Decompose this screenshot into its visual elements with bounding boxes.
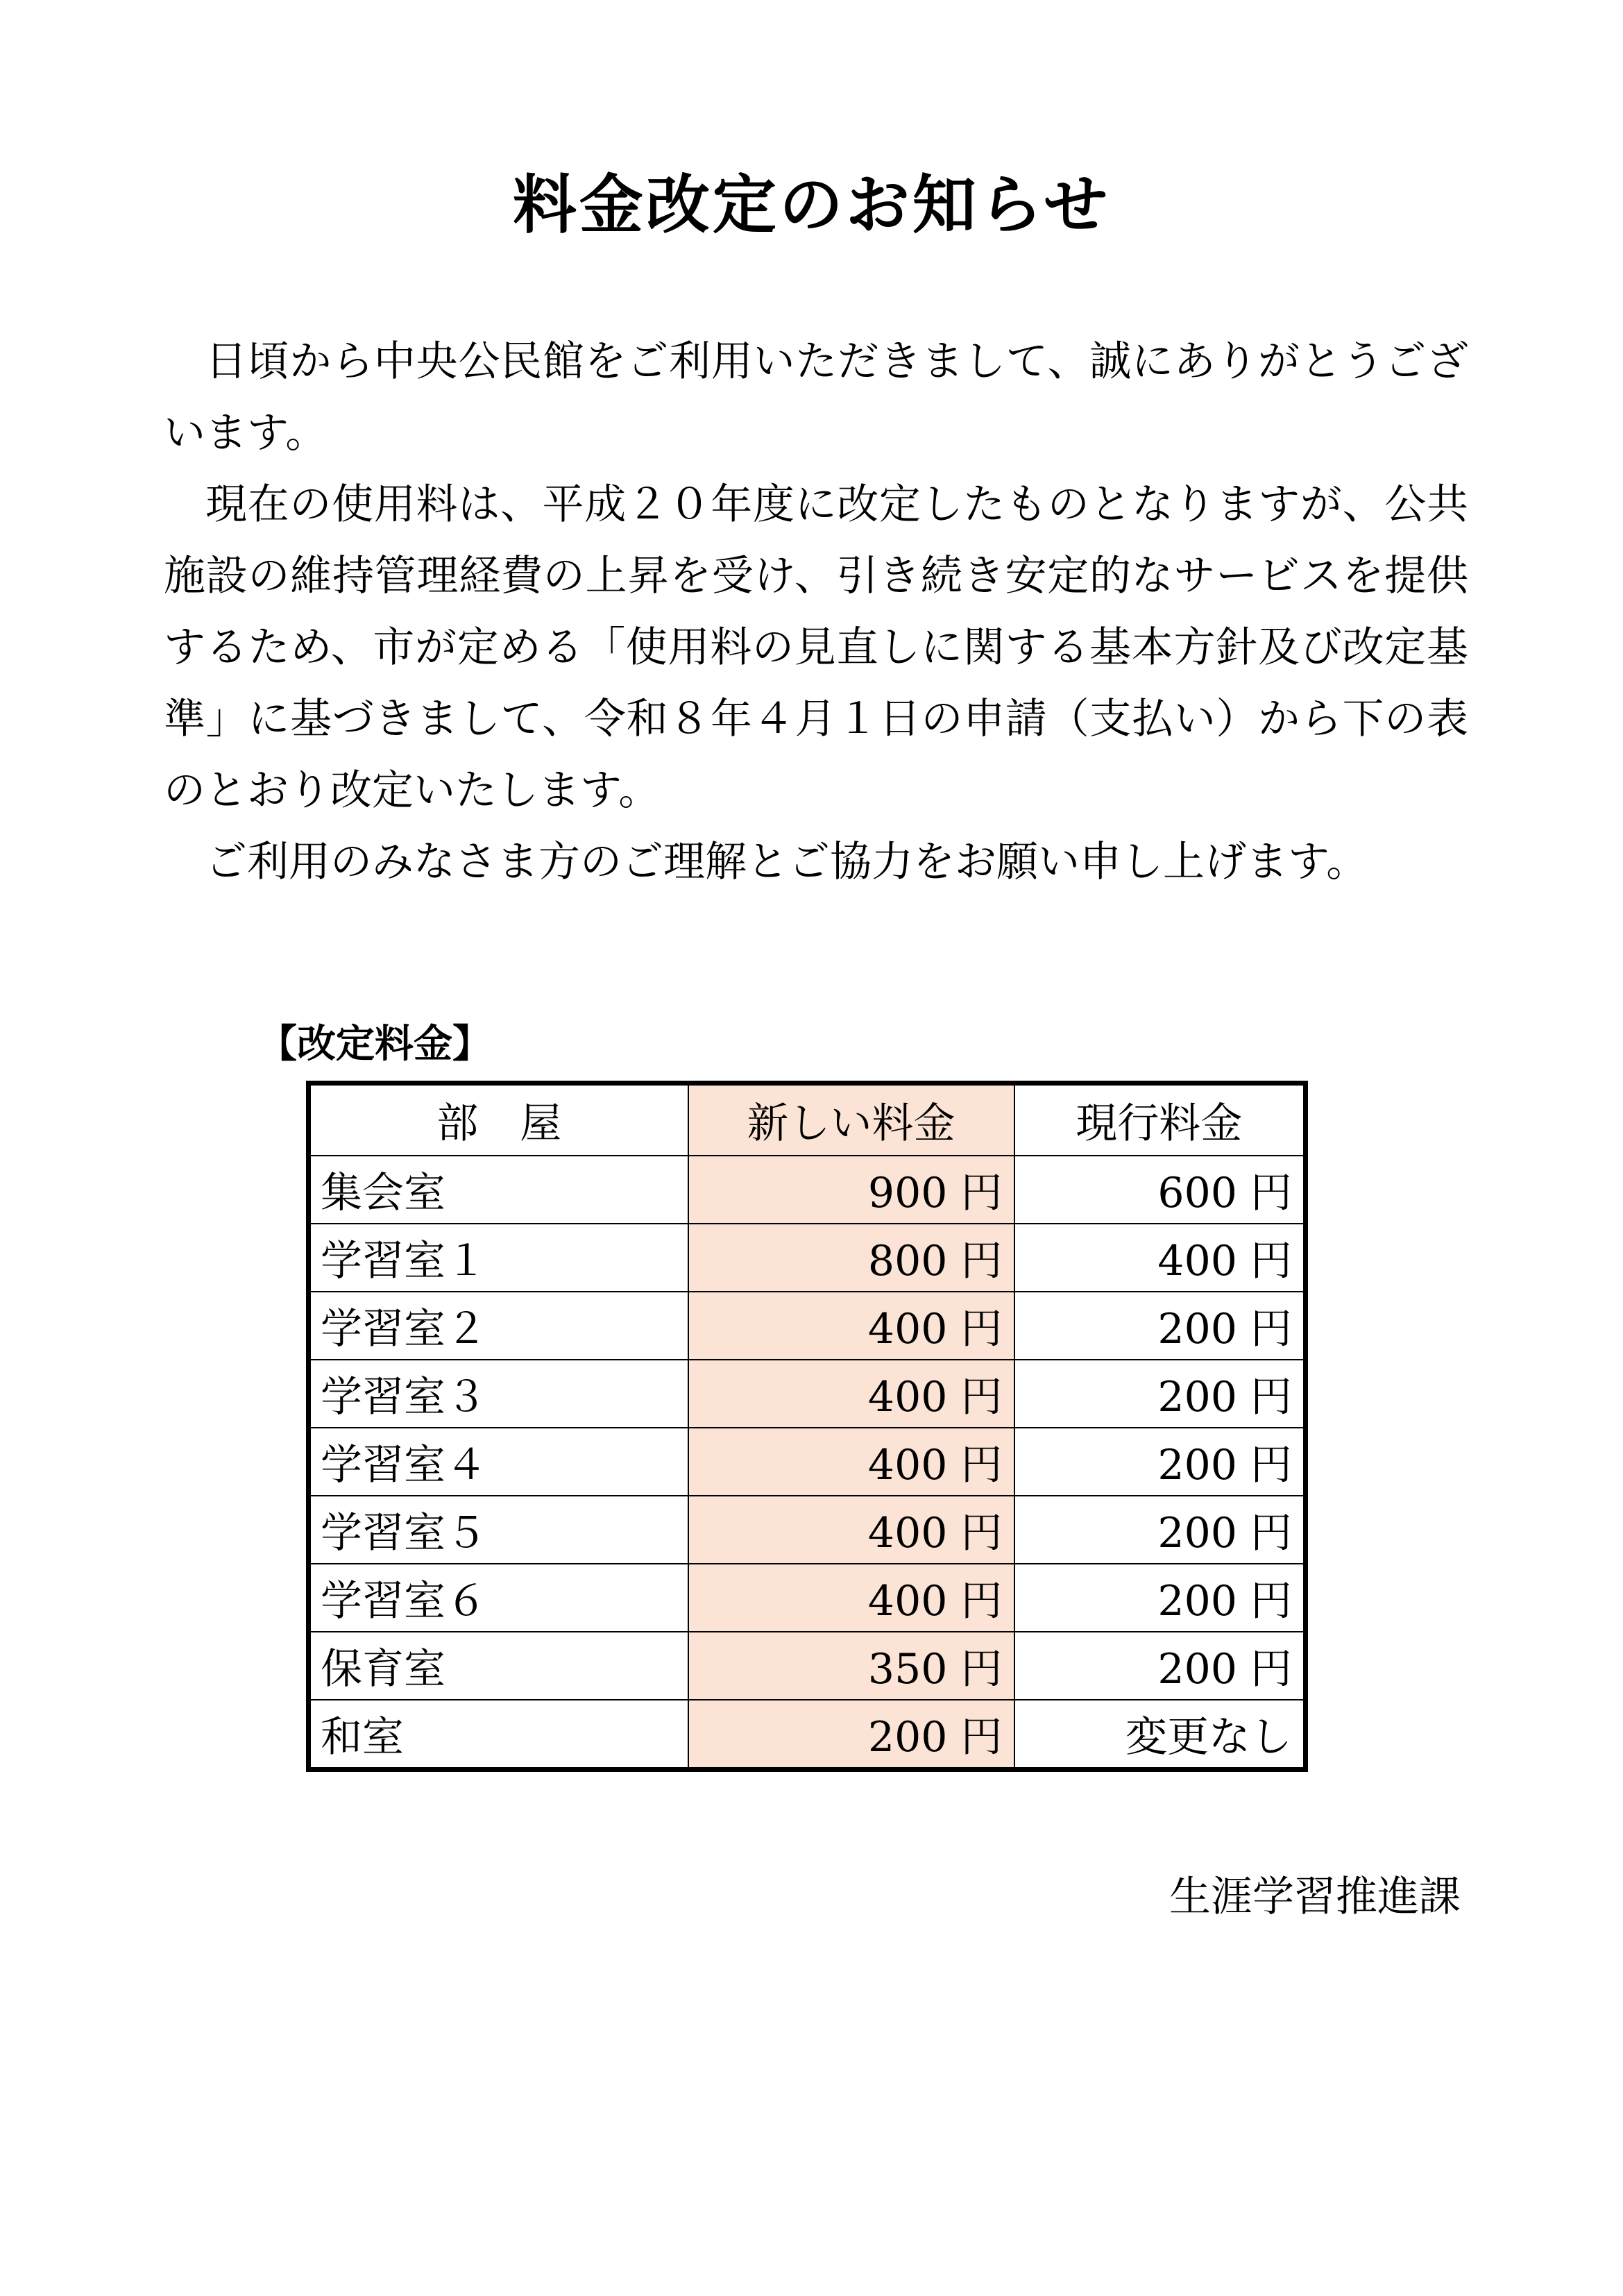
- current-fee: 200 円: [1014, 1496, 1306, 1564]
- new-fee: 200 円: [688, 1700, 1014, 1770]
- room-name: 集会室: [309, 1156, 688, 1224]
- table-heading: 【改定料金】: [258, 1022, 491, 1067]
- header-new-fee: 新しい料金: [688, 1083, 1014, 1156]
- table-row: [309, 1156, 1306, 1224]
- new-fee: 400 円: [688, 1428, 1014, 1496]
- revision-paragraph: 現在の使用料は、平成２０年度に改定したものとなりますが、公共施設の維持管理経費の上昇を受け、引き続き安定的なサービスを提供するため、市が定める「使用料の見直しに関する基本方針及び改定基準」に基づきまして、令和８年４月１日の申請（支払い）から下の表のとおり改定いたします。: [164, 480, 1468, 815]
- room-name: 保育室: [309, 1632, 688, 1700]
- new-fee: 350 円: [688, 1632, 1014, 1700]
- current-fee: 200 円: [1014, 1428, 1306, 1496]
- room-name: 学習室３: [309, 1360, 688, 1428]
- notice-body: [164, 326, 1468, 898]
- table-row: [309, 1360, 1306, 1428]
- table-row: [309, 1700, 1306, 1770]
- header-room: 部 屋: [309, 1083, 688, 1156]
- new-fee: 400 円: [688, 1360, 1014, 1428]
- table-header-row: [309, 1083, 1306, 1156]
- current-fee: 200 円: [1014, 1360, 1306, 1428]
- table-row: [309, 1428, 1306, 1496]
- room-name: 和室: [309, 1700, 688, 1770]
- department-signature: 生涯学習推進課: [1169, 1873, 1461, 1921]
- room-name: 学習室４: [309, 1428, 688, 1496]
- header-current-fee: 現行料金: [1014, 1083, 1306, 1156]
- closing-paragraph: ご利用のみなさま方のご理解とご協力をお願い申し上げます。: [205, 838, 1368, 886]
- current-fee: 変更なし: [1014, 1700, 1306, 1770]
- room-name: 学習室６: [309, 1564, 688, 1632]
- new-fee: 400 円: [688, 1496, 1014, 1564]
- new-fee: 800 円: [688, 1224, 1014, 1292]
- room-name: 学習室５: [309, 1496, 688, 1564]
- new-fee: 900 円: [688, 1156, 1014, 1224]
- page-title: 料金改定のお知らせ: [512, 168, 1111, 242]
- table-row: [309, 1564, 1306, 1632]
- table-row: [309, 1292, 1306, 1360]
- fee-table: [306, 1081, 1308, 1772]
- new-fee: 400 円: [688, 1292, 1014, 1360]
- current-fee: 200 円: [1014, 1632, 1306, 1700]
- table-row: [309, 1496, 1306, 1564]
- greeting-paragraph: 日頃から中央公民館をご利用いただきまして、誠にありがとうございます。: [164, 337, 1468, 457]
- table-row: [309, 1632, 1306, 1700]
- current-fee: 400 円: [1014, 1224, 1306, 1292]
- current-fee: 200 円: [1014, 1564, 1306, 1632]
- new-fee: 400 円: [688, 1564, 1014, 1632]
- room-name: 学習室２: [309, 1292, 688, 1360]
- table-row: [309, 1224, 1306, 1292]
- room-name: 学習室１: [309, 1224, 688, 1292]
- current-fee: 200 円: [1014, 1292, 1306, 1360]
- current-fee: 600 円: [1014, 1156, 1306, 1224]
